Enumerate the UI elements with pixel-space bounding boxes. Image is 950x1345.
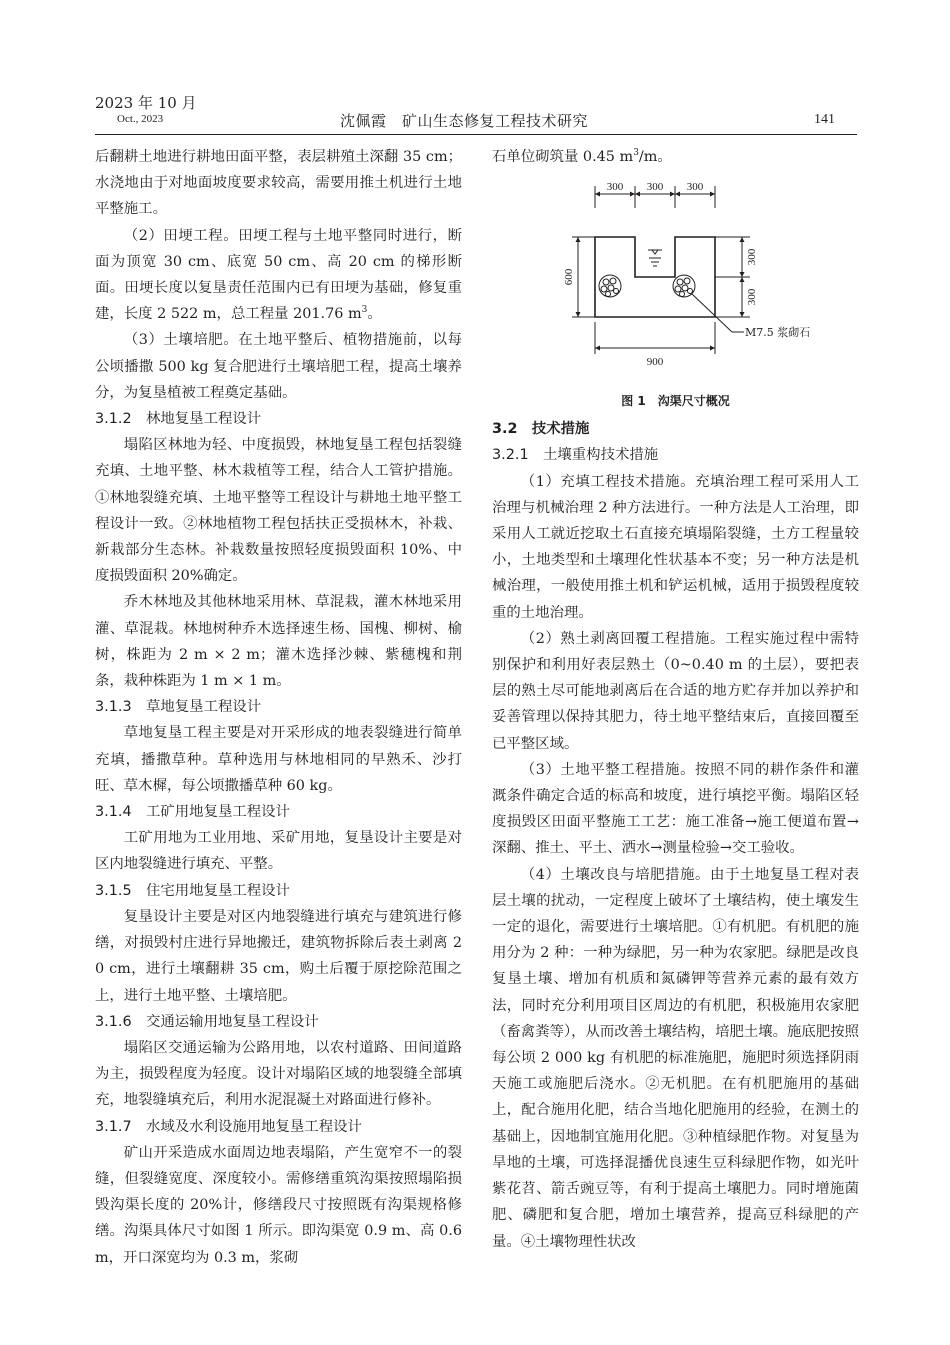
dim-label: 600 xyxy=(563,268,575,286)
paragraph: 草地复垦工程主要是对开采形成的地表裂缝进行简单充填，播撒草种。草种选用与林地相同的早熟禾、沙打旺、草木樨，每公顷撒播草种 60 kg。 xyxy=(95,725,462,794)
section-heading-3-1-4: 3.1.4 工矿用地复垦工程设计 xyxy=(95,804,290,821)
paragraph: 后翻耕土地进行耕地田面平整，表层耕殖土深翻 35 cm；水浇地由于对地面坡度要求较高，需要用推土机进行土地平整施工。 xyxy=(95,149,462,218)
figure-channel-dimensions xyxy=(492,172,859,390)
dim-label: 300 xyxy=(746,288,758,306)
masonry-stone-icon xyxy=(599,275,621,297)
section-heading-3-2-1: 3.2.1 土壤重构技术措施 xyxy=(492,447,659,464)
dim-label: 300 xyxy=(686,181,704,194)
paragraph: （2）熟土剥离回覆工程措施。工程实施过程中需特别保护和利用好表层熟土（0~0.40 m 的土层），要把表层的熟土尽可能地剥离后在合适的地方贮存并加以养护和妥善管理以保持其肥力，待土地平整结束后，直接回覆至已平整区域。 xyxy=(492,630,859,752)
paragraph: （4）土壤改良与培肥措施。由于土地复垦工程对表层土壤的扰动，一定程度上破坏了土壤结构，使土壤发生一定的退化，需要进行土壤培肥。①有机肥。有机肥的施用分为 2 种：一种为绿肥，另一种为农家肥。绿肥是改良复垦土壤、增加有机质和氮磷钾等营养元素的最有效方法，同时充分利用项目区周边的有机肥，积极施用农家肥（畜禽粪等），从而改善土壤结构，培肥土壤。施底肥按照每公顷 2 000 kg 有机肥的标准施肥，施肥时须选择阴雨天施工或施肥后浇水。②无机肥。在有机肥施用的基础上，配合施用化肥，结合当地化肥施用的经验，在测土的基础上，因地制宜施用化肥。③种植绿肥作物。对复垦为旱地的土壤，可选择混播优良速生豆科绿肥作物，如光叶紫花苕、箭舌豌豆等，有利于提高土壤肥力。同时增施菌肥、磷肥和复合肥，增加土壤营养，提高豆科绿肥的产量。④土壤物理性状改 xyxy=(492,866,859,1250)
channel-diagram xyxy=(492,172,859,390)
section-heading-3-1-6: 3.1.6 交通运输用地复垦工程设计 xyxy=(95,1013,319,1030)
material-label: M7.5 浆砌石 xyxy=(745,326,811,340)
issue-date: 2023 年 10 月 xyxy=(95,94,197,112)
masonry-stone-icon xyxy=(673,275,695,297)
paragraph: 塌陷区交通运输为公路用地，以农村道路、田间道路为主，损毁程度为轻度。设计对塌陷区域的地裂缝全部填充，地裂缝填充后，利用水泥混凝土对路面进行修补。 xyxy=(95,1039,462,1109)
section-heading-3-1-5: 3.1.5 住宅用地复垦工程设计 xyxy=(95,882,290,899)
channel-outline xyxy=(595,237,715,317)
paragraph: 塌陷区林地为轻、中度损毁，林地复垦工程包括裂缝充填、土地平整、林木栽植等工程，结合人工管护措施。①林地裂缝充填、土地平整等工程设计与耕地土地平整工程设计一致。②林地植物工程包括扶正受损林木，补栽、新栽部分生态林。补栽数量按照轻度损毁面积 10%、中度损毁面积 20%确定。 xyxy=(95,437,462,585)
dim-label: 300 xyxy=(606,181,624,194)
right-column xyxy=(492,144,859,1255)
leader-line xyxy=(692,294,732,332)
header-rule xyxy=(95,134,857,135)
paragraph: 石单位砌筑量 0.45 $m^3/m$。 xyxy=(492,148,672,165)
section-heading-3-1-3: 3.1.3 草地复垦工程设计 xyxy=(95,699,262,716)
section-heading-3-1-7: 3.1.7 水域及水利设施用地复垦工程设计 xyxy=(95,1118,362,1135)
dim-label: 300 xyxy=(746,248,758,266)
dim-label: 900 xyxy=(646,356,664,369)
paragraph: 复垦设计主要是对区内地裂缝进行填充与建筑进行修缮，对损毁村庄进行异地搬迁，建筑物拆除后表土剥离 20 cm，进行土壤翻耕 35 cm，购土后覆于原挖除范围之上，进行土地平整、土壤培肥。 xyxy=(95,908,462,1004)
paragraph: （1）充填工程技术措施。充填治理工程可采用人工治理与机械治理 2 种方法进行。一种方法是人工治理，即采用人工就近挖取土石直接充填塌陷裂缝，土方工程量较小，土地类型和土壤理化性状基本不变；另一种方法是机械治理，一般使用推土机和铲运机械，适用于损毁程度较重的土地治理。 xyxy=(492,473,859,621)
figure-caption: 图 1 沟渠尺寸概况 xyxy=(621,394,730,409)
paragraph: （3）土壤培肥。在土地平整后、植物措施前，以每公顷播撒 500 kg 复合肥进行土壤培肥工程，提高土壤养分，为复垦植被工程奠定基础。 xyxy=(95,332,462,401)
paragraph: （2）田埂工程。田埂工程与土地平整同时进行，断面为顶宽 30 cm、底宽 50 cm、高 20 cm 的梯形断面。田埂长度以复垦责任范围内已有田埂为基础，修复重建，长度 2 522 m，总工程量 201.76 $m^3$。 xyxy=(95,227,462,323)
paragraph: 乔木林地及其他林地采用林、草混栽，灌木林地采用灌、草混栽。林地树种乔木选择速生杨、国槐、柳树、榆树，株距为 2 m × 2 m；灌木选择沙棘、紫穗槐和荆条，栽种株距为 1 m × 1 m。 xyxy=(95,594,462,690)
section-heading-3-2: 3.2 技术措施 xyxy=(492,421,590,438)
left-column xyxy=(95,144,462,1271)
dim-label: 300 xyxy=(646,181,664,194)
paragraph: 矿山开采造成水面周边地表塌陷，产生宽窄不一的裂缝，但裂缝宽度、深度较小。需修缮重筑沟渠按照塌陷损毁沟渠长度的 20%计，修缮段尺寸按照既有沟渠规格修缮。沟渠具体尺寸如图 1 所示。即沟渠宽 0.9 m、高 0.6 m，开口深宽均为 0.3 m，浆砌 xyxy=(95,1144,462,1266)
paragraph: 工矿用地为工业用地、采矿用地，复垦设计主要是对区内地裂缝进行填充、平整。 xyxy=(95,830,462,873)
section-heading-3-1-2: 3.1.2 林地复垦工程设计 xyxy=(95,411,262,428)
water-level-icon xyxy=(652,250,658,254)
page-number: 141 xyxy=(814,112,835,127)
issue-date-en: Oct., 2023 xyxy=(117,113,164,125)
running-title: 沈佩霞 矿山生态修复工程技术研究 xyxy=(340,112,589,130)
paragraph: （3）土地平整工程措施。按照不同的耕作条件和灌溉条件确定合适的标高和坡度，进行填挖平衡。塌陷区轻度损毁区田面平整施工工艺：施工准备→施工便道布置→深翻、推土、平土、洒水→测量检验→交工验收。 xyxy=(492,761,859,857)
